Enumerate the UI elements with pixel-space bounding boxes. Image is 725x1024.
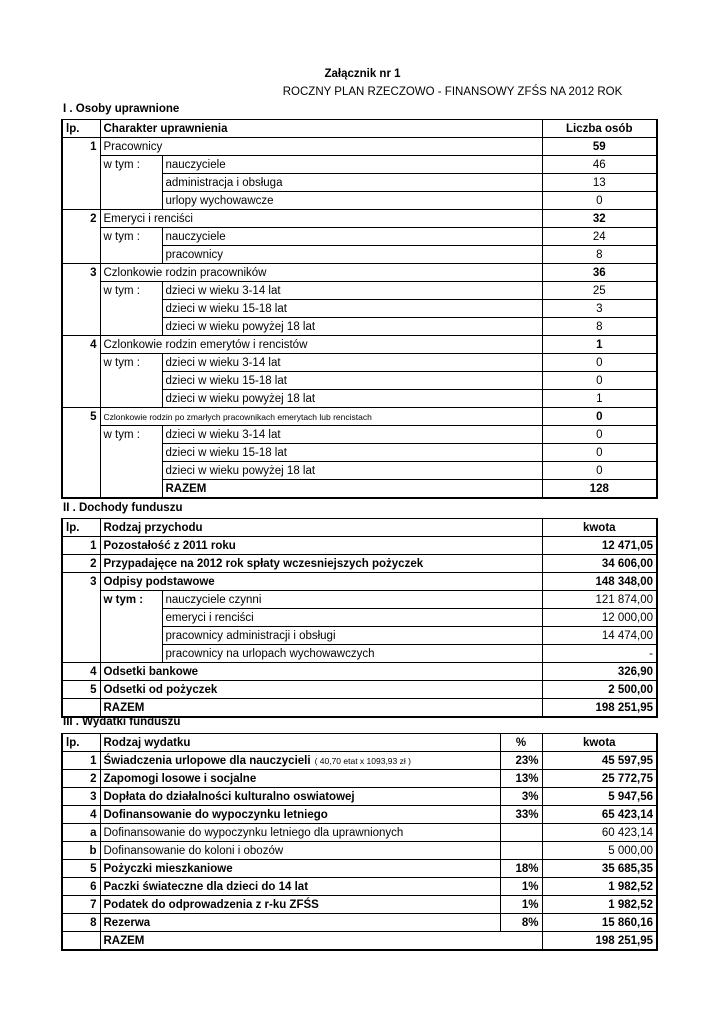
- wtym-blank: [100, 300, 162, 318]
- group-row: [62, 264, 657, 282]
- col-name-header: Rodzaj wydatku: [100, 734, 500, 752]
- row-name: [100, 806, 500, 824]
- lp-blank: [62, 591, 100, 609]
- lp-blank: [62, 699, 100, 718]
- row-name: [100, 752, 500, 770]
- row-name-text: Dopłata do działalności kulturalno oswiatowej: [103, 790, 355, 803]
- expense-row: [62, 824, 657, 842]
- row-amount: 12 471,05: [542, 537, 657, 555]
- sub-amount: 121 874,00: [542, 591, 657, 609]
- wtym-label: w tym :: [100, 228, 162, 246]
- wtym-label: w tym :: [100, 156, 162, 174]
- wtym-blank: [100, 390, 162, 408]
- group-total: 59: [542, 138, 657, 156]
- item-row: [62, 156, 657, 174]
- item-value: 1: [542, 390, 657, 408]
- annex-label: Załącznik nr 1: [324, 68, 401, 80]
- row-percent: 3%: [500, 788, 542, 806]
- item-value: 3: [542, 300, 657, 318]
- row-amount: 45 597,95: [542, 752, 657, 770]
- row-amount: 15 860,16: [542, 914, 657, 932]
- item-value: 8: [542, 246, 657, 264]
- row-name: [100, 896, 500, 914]
- expense-row: [62, 788, 657, 806]
- row-name: Przypadajęce na 2012 rok spłaty wczesniejszych pożyczek: [100, 555, 542, 573]
- row-number: 3: [62, 788, 100, 806]
- wtym-blank: [100, 609, 162, 627]
- item-name: administracja i obsługa: [162, 174, 542, 192]
- wtym-blank: [100, 318, 162, 336]
- income-row: [62, 555, 657, 573]
- sub-row: [62, 591, 657, 609]
- wtym-label: w tym :: [100, 591, 162, 609]
- group-row: [62, 210, 657, 228]
- item-row: [62, 174, 657, 192]
- lp-blank: [62, 627, 100, 645]
- expense-row: [62, 860, 657, 878]
- lp-blank: [62, 354, 100, 372]
- section1-title: I . Osoby uprawnione: [63, 103, 180, 115]
- row-percent: 33%: [500, 806, 542, 824]
- row-number: 5: [62, 860, 100, 878]
- row-name-text: Paczki świateczne dla dzieci do 14 lat: [103, 880, 309, 893]
- group-name: Czlonkowie rodzin po zmarłych pracownikach emerytach lub rencistach: [100, 408, 542, 426]
- item-value: 0: [542, 444, 657, 462]
- row-name: [100, 788, 500, 806]
- item-value: 8: [542, 318, 657, 336]
- lp-blank: [62, 932, 100, 951]
- row-amount: 65 423,14: [542, 806, 657, 824]
- header-row: [62, 120, 657, 138]
- item-row: [62, 354, 657, 372]
- lp-blank: [62, 192, 100, 210]
- row-percent: 8%: [500, 914, 542, 932]
- total-row: [62, 932, 657, 951]
- sub-name: pracownicy na urlopach wychowawczych: [162, 645, 542, 663]
- item-value: 0: [542, 462, 657, 480]
- row-number: 7: [62, 896, 100, 914]
- header-row: [62, 734, 657, 752]
- group-name: Emeryci i renciści: [100, 210, 542, 228]
- wtym-blank: [100, 192, 162, 210]
- wtym-blank: [100, 246, 162, 264]
- row-number: b: [62, 842, 100, 860]
- col-pct-header: %: [500, 734, 542, 752]
- sub-row: [62, 627, 657, 645]
- sub-name: nauczyciele czynni: [162, 591, 542, 609]
- col-lp-header: lp.: [62, 120, 100, 138]
- group-name: Czlonkowie rodzin emerytów i rencistów: [100, 336, 542, 354]
- sub-name: emeryci i renciści: [162, 609, 542, 627]
- item-value: 0: [542, 426, 657, 444]
- lp-blank: [62, 645, 100, 663]
- group-number: 2: [62, 210, 100, 228]
- group-row: [62, 138, 657, 156]
- row-name-text: Zapomogi losowe i socjalne: [103, 772, 257, 785]
- expense-row: [62, 914, 657, 932]
- expense-row: [62, 842, 657, 860]
- total-value: 128: [542, 480, 657, 499]
- row-percent: [500, 842, 542, 860]
- item-name: pracownicy: [162, 246, 542, 264]
- item-value: 0: [542, 354, 657, 372]
- group-number: 4: [62, 336, 100, 354]
- item-name: dzieci w wieku 3-14 lat: [162, 354, 542, 372]
- group-number: 3: [62, 264, 100, 282]
- col-amount-header: kwota: [542, 519, 657, 537]
- group-total: 36: [542, 264, 657, 282]
- row-amount: 326,90: [542, 663, 657, 681]
- expense-row: [62, 878, 657, 896]
- lp-blank: [62, 462, 100, 480]
- row-amount: 1 982,52: [542, 878, 657, 896]
- expense-row: [62, 752, 657, 770]
- page-title: ROCZNY PLAN RZECZOWO - FINANSOWY ZFŚS NA 2012 ROK: [282, 86, 623, 98]
- lp-blank: [62, 372, 100, 390]
- row-amount: 148 348,00: [542, 573, 657, 591]
- row-percent: 23%: [500, 752, 542, 770]
- row-number: 2: [62, 555, 100, 573]
- persons-table: [61, 119, 658, 499]
- lp-blank: [62, 300, 100, 318]
- wtym-blank: [100, 372, 162, 390]
- row-name-text: Świadczenia urlopowe dla nauczycieli: [103, 754, 311, 767]
- row-number: 6: [62, 878, 100, 896]
- item-name: dzieci w wieku 15-18 lat: [162, 444, 542, 462]
- item-row: [62, 372, 657, 390]
- sub-name: pracownicy administracji i obsługi: [162, 627, 542, 645]
- row-percent: 1%: [500, 878, 542, 896]
- lp-blank: [62, 609, 100, 627]
- row-name-text: Rezerwa: [103, 916, 151, 929]
- item-value: 24: [542, 228, 657, 246]
- col-name-header: Charakter uprawnienia: [100, 120, 542, 138]
- group-row: [62, 408, 657, 426]
- item-row: [62, 462, 657, 480]
- expenses-table: [61, 733, 658, 951]
- income-table: [61, 518, 658, 718]
- row-amount: 34 606,00: [542, 555, 657, 573]
- wtym-blank: [100, 627, 162, 645]
- row-name: Odsetki od pożyczek: [100, 681, 542, 699]
- row-percent: [500, 824, 542, 842]
- row-name: Pozostałość z 2011 roku: [100, 537, 542, 555]
- item-row: [62, 390, 657, 408]
- item-row: [62, 426, 657, 444]
- item-name: dzieci w wieku powyżej 18 lat: [162, 390, 542, 408]
- wtym-blank: [100, 480, 162, 499]
- expense-row: [62, 770, 657, 788]
- sub-row: [62, 609, 657, 627]
- item-name: urlopy wychowawcze: [162, 192, 542, 210]
- row-number: 4: [62, 806, 100, 824]
- group-number: 1: [62, 138, 100, 156]
- row-name: [100, 914, 500, 932]
- item-name: dzieci w wieku powyżej 18 lat: [162, 462, 542, 480]
- row-number: 8: [62, 914, 100, 932]
- item-value: 0: [542, 192, 657, 210]
- lp-blank: [62, 390, 100, 408]
- total-row: [62, 480, 657, 499]
- row-name-text: Dofinansowanie do wypoczynku letniego dla uprawnionych: [103, 826, 404, 839]
- row-amount: 35 685,35: [542, 860, 657, 878]
- lp-blank: [62, 480, 100, 499]
- row-name: Odsetki bankowe: [100, 663, 542, 681]
- total-value: 198 251,95: [542, 699, 657, 718]
- row-name: [100, 878, 500, 896]
- total-label: RAZEM: [100, 699, 542, 718]
- item-name: dzieci w wieku 3-14 lat: [162, 426, 542, 444]
- col-lp-header: lp.: [62, 734, 100, 752]
- row-note: ( 40,70 etat x 1093,93 zł ): [314, 755, 411, 766]
- group-number: 5: [62, 408, 100, 426]
- expense-row: [62, 896, 657, 914]
- wtym-blank: [100, 444, 162, 462]
- row-name-text: Dofinansowanie do koloni i obozów: [103, 844, 284, 857]
- lp-blank: [62, 156, 100, 174]
- row-number: 4: [62, 663, 100, 681]
- row-amount: 2 500,00: [542, 681, 657, 699]
- wtym-label: w tym :: [100, 354, 162, 372]
- row-name-text: Pożyczki mieszkaniowe: [103, 862, 233, 875]
- lp-blank: [62, 228, 100, 246]
- lp-blank: [62, 426, 100, 444]
- row-amount: 5 947,56: [542, 788, 657, 806]
- total-value: 198 251,95: [542, 932, 657, 951]
- col-count-header: Liczba osób: [542, 120, 657, 138]
- total-label: RAZEM: [162, 480, 542, 499]
- lp-blank: [62, 246, 100, 264]
- group-row: [62, 336, 657, 354]
- row-amount: 5 000,00: [542, 842, 657, 860]
- row-amount: 60 423,14: [542, 824, 657, 842]
- sub-amount: -: [542, 645, 657, 663]
- sub-amount: 14 474,00: [542, 627, 657, 645]
- row-number: 1: [62, 537, 100, 555]
- item-row: [62, 282, 657, 300]
- wtym-label: w tym :: [100, 426, 162, 444]
- income-row: [62, 537, 657, 555]
- item-row: [62, 246, 657, 264]
- income-row: [62, 681, 657, 699]
- total-row: [62, 699, 657, 718]
- row-name: [100, 824, 500, 842]
- row-percent: 18%: [500, 860, 542, 878]
- row-number: a: [62, 824, 100, 842]
- income-row: [62, 663, 657, 681]
- item-value: 46: [542, 156, 657, 174]
- row-number: 5: [62, 681, 100, 699]
- item-value: 0: [542, 372, 657, 390]
- group-name: Pracownicy: [100, 138, 542, 156]
- row-percent: 13%: [500, 770, 542, 788]
- item-row: [62, 444, 657, 462]
- item-value: 25: [542, 282, 657, 300]
- row-name-text: Podatek do odprowadzenia z r-ku ZFŚS: [103, 898, 319, 911]
- row-number: 3: [62, 573, 100, 591]
- section2-title: II . Dochody funduszu: [63, 502, 183, 514]
- income-row: [62, 573, 657, 591]
- row-name: [100, 842, 500, 860]
- item-row: [62, 300, 657, 318]
- item-name: dzieci w wieku 15-18 lat: [162, 300, 542, 318]
- row-name-text: Dofinansowanie do wypoczynku letniego: [103, 808, 328, 821]
- row-name: Odpisy podstawowe: [100, 573, 542, 591]
- row-number: 2: [62, 770, 100, 788]
- item-row: [62, 192, 657, 210]
- sub-amount: 12 000,00: [542, 609, 657, 627]
- group-total: 0: [542, 408, 657, 426]
- row-amount: 1 982,52: [542, 896, 657, 914]
- lp-blank: [62, 282, 100, 300]
- item-name: nauczyciele: [162, 228, 542, 246]
- expense-row: [62, 806, 657, 824]
- wtym-blank: [100, 462, 162, 480]
- group-name: Czlonkowie rodzin pracowników: [100, 264, 542, 282]
- wtym-blank: [100, 174, 162, 192]
- lp-blank: [62, 174, 100, 192]
- col-name-header: Rodzaj przychodu: [100, 519, 542, 537]
- group-total: 1: [542, 336, 657, 354]
- wtym-label: w tym :: [100, 282, 162, 300]
- col-amount-header: kwota: [542, 734, 657, 752]
- lp-blank: [62, 444, 100, 462]
- item-name: dzieci w wieku powyżej 18 lat: [162, 318, 542, 336]
- item-row: [62, 318, 657, 336]
- total-label: RAZEM: [100, 932, 542, 951]
- section3-title: III . Wydatki funduszu: [63, 716, 181, 728]
- col-lp-header: lp.: [62, 519, 100, 537]
- wtym-blank: [100, 645, 162, 663]
- group-total: 32: [542, 210, 657, 228]
- row-percent: 1%: [500, 896, 542, 914]
- item-name: nauczyciele: [162, 156, 542, 174]
- header-row: [62, 519, 657, 537]
- lp-blank: [62, 318, 100, 336]
- row-amount: 25 772,75: [542, 770, 657, 788]
- row-name: [100, 860, 500, 878]
- row-name: [100, 770, 500, 788]
- item-name: dzieci w wieku 15-18 lat: [162, 372, 542, 390]
- sub-row: [62, 645, 657, 663]
- item-name: dzieci w wieku 3-14 lat: [162, 282, 542, 300]
- item-row: [62, 228, 657, 246]
- row-number: 1: [62, 752, 100, 770]
- item-value: 13: [542, 174, 657, 192]
